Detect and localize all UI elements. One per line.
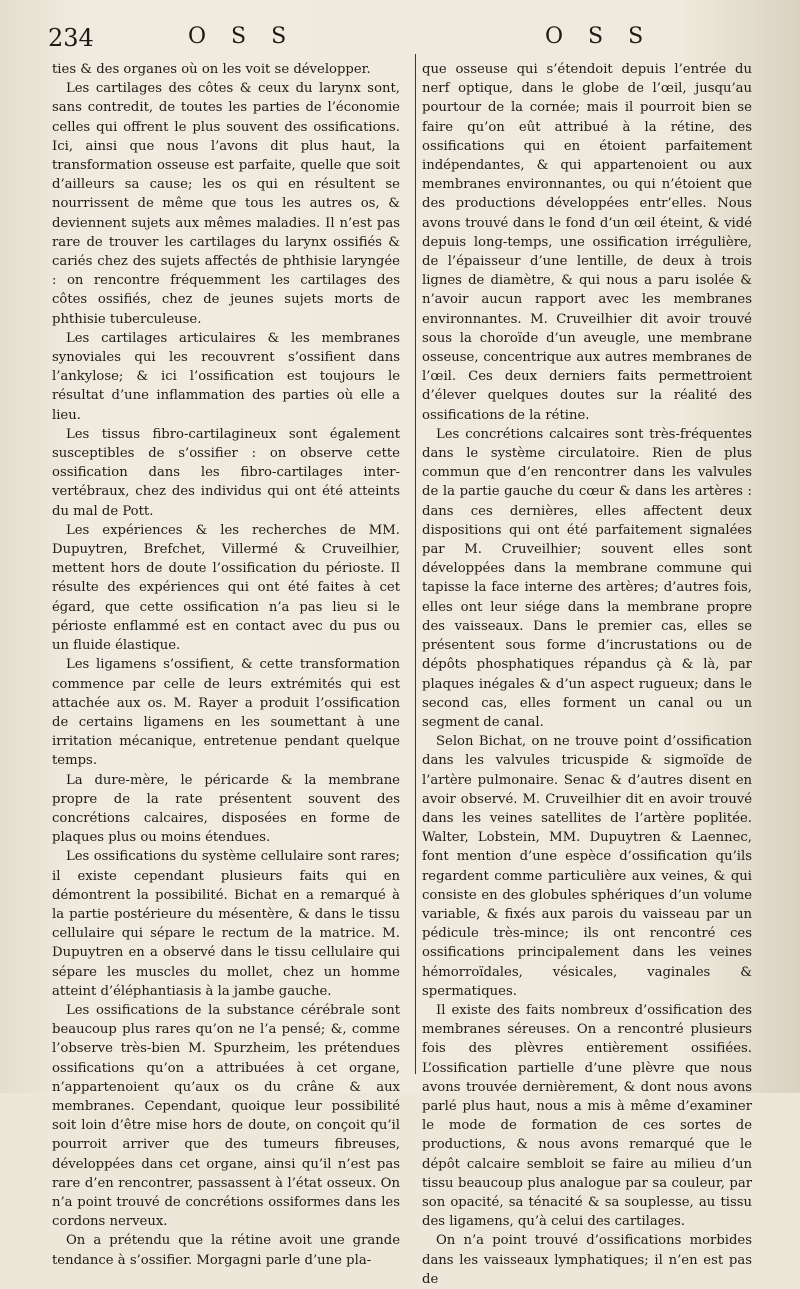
paragraph: Selon Bichat, on ne trouve point d’ossification dans les valvules tricuspide & sigmoïde de l’artère pulmonaire. Senac & d’autres disent en avoir observé. M. Cruveilhier dit en avoir trouvé dans les veines satellites de l’artère poplitée. Walter, Lobstein, MM. Dupuytren & Laennec, font mention d’une espèce d’ossification qu’ils regardent comme particulière aux veines, & qui consiste en des globules sphériques d’un volume variable, & fixés aux parois du vaisseau par un pédicule très-mince; ils ont rencontré ces ossifications principalement dans les veines hémorroïdales, vésicales, vaginales & spermatiques. [422, 734, 752, 999]
paragraph: Les cartilages des côtes & ceux du larynx sont, sans contredit, de toutes les parties de l’économie celles qui offrent le plus souvent des ossifications. Ici, ainsi que nous l’avons dit plus haut, la transformation osseuse est parfaite, quelle que soit d’ailleurs sa cause; les os qui en résultent se nourrissent de même que tous les autres os, & deviennent sujets aux mêmes maladies. Il n’est pas rare de trouver les cartilages du larynx ossifiés & cariés chez des sujets affectés de phthisie laryngée : on rencontre fréquemment les cartilages des côtes ossifiés, chez de jeunes sujets morts de phthisie tuberculeuse. [52, 81, 400, 327]
paragraph: Les ligamens s’ossifient, & cette transformation commence par celle de leurs extrémités qui est attachée aux os. M. Rayer a produit l’ossification de certains ligamens en les soumettant à une irritation mécanique, entretenue pendant quelque temps. [52, 657, 400, 769]
right-column [422, 60, 752, 1289]
left-column [52, 60, 400, 1270]
paragraph: Les concrétions calcaires sont très-fréquentes dans le système circulatoire. Rien de plus commun que d’en rencontrer dans les valvules de la partie gauche du cœur & dans les artères : dans ces dernières, elles affectent deux dispositions qui ont été parfaitement signalées par M. Cruveilhier; souvent elles sont développées dans la membrane commune qui tapisse la face interne des artères; d’autres fois, elles ont leur siége dans la membrane propre des vaisseaux. Dans le premier cas, elles se présentent sous forme d’incrustations ou de dépôts phosphatiques répandus çà & là, par plaques inégales & d’un aspect rugueux; dans le second cas, elles forment un canal ou un segment de canal. [422, 426, 752, 730]
column-divider [415, 54, 416, 1074]
paragraph: Les ossifications de la substance cérébrale sont beaucoup plus rares qu’on ne l’a pensé; &, comme l’observe très-bien M. Spurzheim, les prétendues ossifications qu’on a attribuées à cet organe, n’appartenoient qu’aux os du crâne & aux membranes. Cependant, quoique leur possibilité soit loin d’être mise hors de doute, on conçoit qu’il pourroit arriver que des tumeurs fibreuses, développées dans cet organe, ainsi qu’il n’est pas rare d’en rencontrer, passassent à l’état osseux. On n’a point trouvé de concrétions ossiformes dans les cordons nerveux. [52, 1002, 400, 1230]
paragraph: ties & des organes où on les voit se développer. [52, 62, 371, 77]
paragraph: Les tissus fibro-cartilagineux sont également susceptibles de s’ossifier : on observe cette ossification dans les fibro-cartilages inter-vertébraux, chez des individus qui ont été atteints du mal de Pott. [52, 426, 400, 519]
page-number: 234 [48, 24, 94, 52]
paragraph: Il existe des faits nombreux d’ossification des membranes séreuses. On a rencontré plusieurs fois des plèvres entièrement ossifiées. L’ossification partielle d’une plèvre que nous avons trouvée dernièrement, & dont nous avons parlé plus haut, nous a mis à même d’examiner le mode de formation de ces sortes de productions, & nous avons remarqué que le dépôt calcaire sembloit se faire au milieu d’un tissu beaucoup plus analogue par sa couleur, par son opacité, sa ténacité & sa souplesse, au tissu des ligamens, qu’à celui des cartilages. [422, 1002, 752, 1230]
page-header [48, 24, 758, 54]
paragraph: On n’a point trouvé d’ossifications morbides dans les vaisseaux lymphatiques; il n’en est pas de [422, 1233, 752, 1287]
paragraph: Les ossifications du système cellulaire sont rares; il existe cependant plusieurs faits qui en démontrent la possibilité. Bichat en a remarqué à la partie postérieure du mésentère, & dans le tissu cellulaire qui sépare le rectum de la matrice. M. Dupuytren en a observé dans le tissu cellulaire qui sépare les muscles du mollet, chez un homme atteint d’éléphantiasis à la jambe gauche. [52, 849, 400, 999]
paragraph: que osseuse qui s’étendoit depuis l’entrée du nerf optique, dans le globe de l’œil, jusqu’au pourtour de la cornée; mais il pourroit bien se faire qu’on eût attribué à la rétine, des ossifications qui en étoient parfaitement indépendantes, & qui appartenoient ou aux membranes environnantes, ou qui n’étoient que des productions développées entr’elles. Nous avons trouvé dans le fond d’un œil éteint, & vidé depuis long-temps, une ossification irrégulière, de l’épaisseur d’une lentille, de deux à trois lignes de diamètre, & qui nous a paru isolée & n’avoir aucun rapport avec les membranes environnantes. M. Cruveilhier dit avoir trouvé sous la choroïde d’un aveugle, une membrane osseuse, concentrique aux autres membranes de l’œil. Ces deux derniers faits permettroient d’élever quelques doutes sur la réalité des ossifications de la rétine. [422, 62, 752, 423]
paragraph: La dure-mère, le péricarde & la membrane propre de la rate présentent souvent des concrétions calcaires, disposées en forme de plaques plus ou moins étendues. [52, 772, 400, 846]
paragraph: On a prétendu que la rétine avoit une grande tendance à s’ossifier. Morgagni parle d’une pla- [52, 1233, 400, 1268]
paragraph: Les expériences & les recherches de MM. Dupuytren, Brefchet, Villermé & Cruveilhier, mettent hors de doute l’ossification du périoste. Il résulte des expériences qui ont été faites à cet égard, que cette ossification n’a pas lieu si le périoste enflammé est en contact avec du pus ou un fluide élastique. [52, 522, 400, 654]
running-head-left: O S S [188, 24, 296, 49]
paragraph: Les cartilages articulaires & les membranes synoviales qui les recouvrent s’ossifient dans l’ankylose; & ici l’ossification est toujours le résultat d’une inflammation des parties où elle a lieu. [52, 330, 400, 423]
running-head-right: O S S [545, 24, 653, 49]
